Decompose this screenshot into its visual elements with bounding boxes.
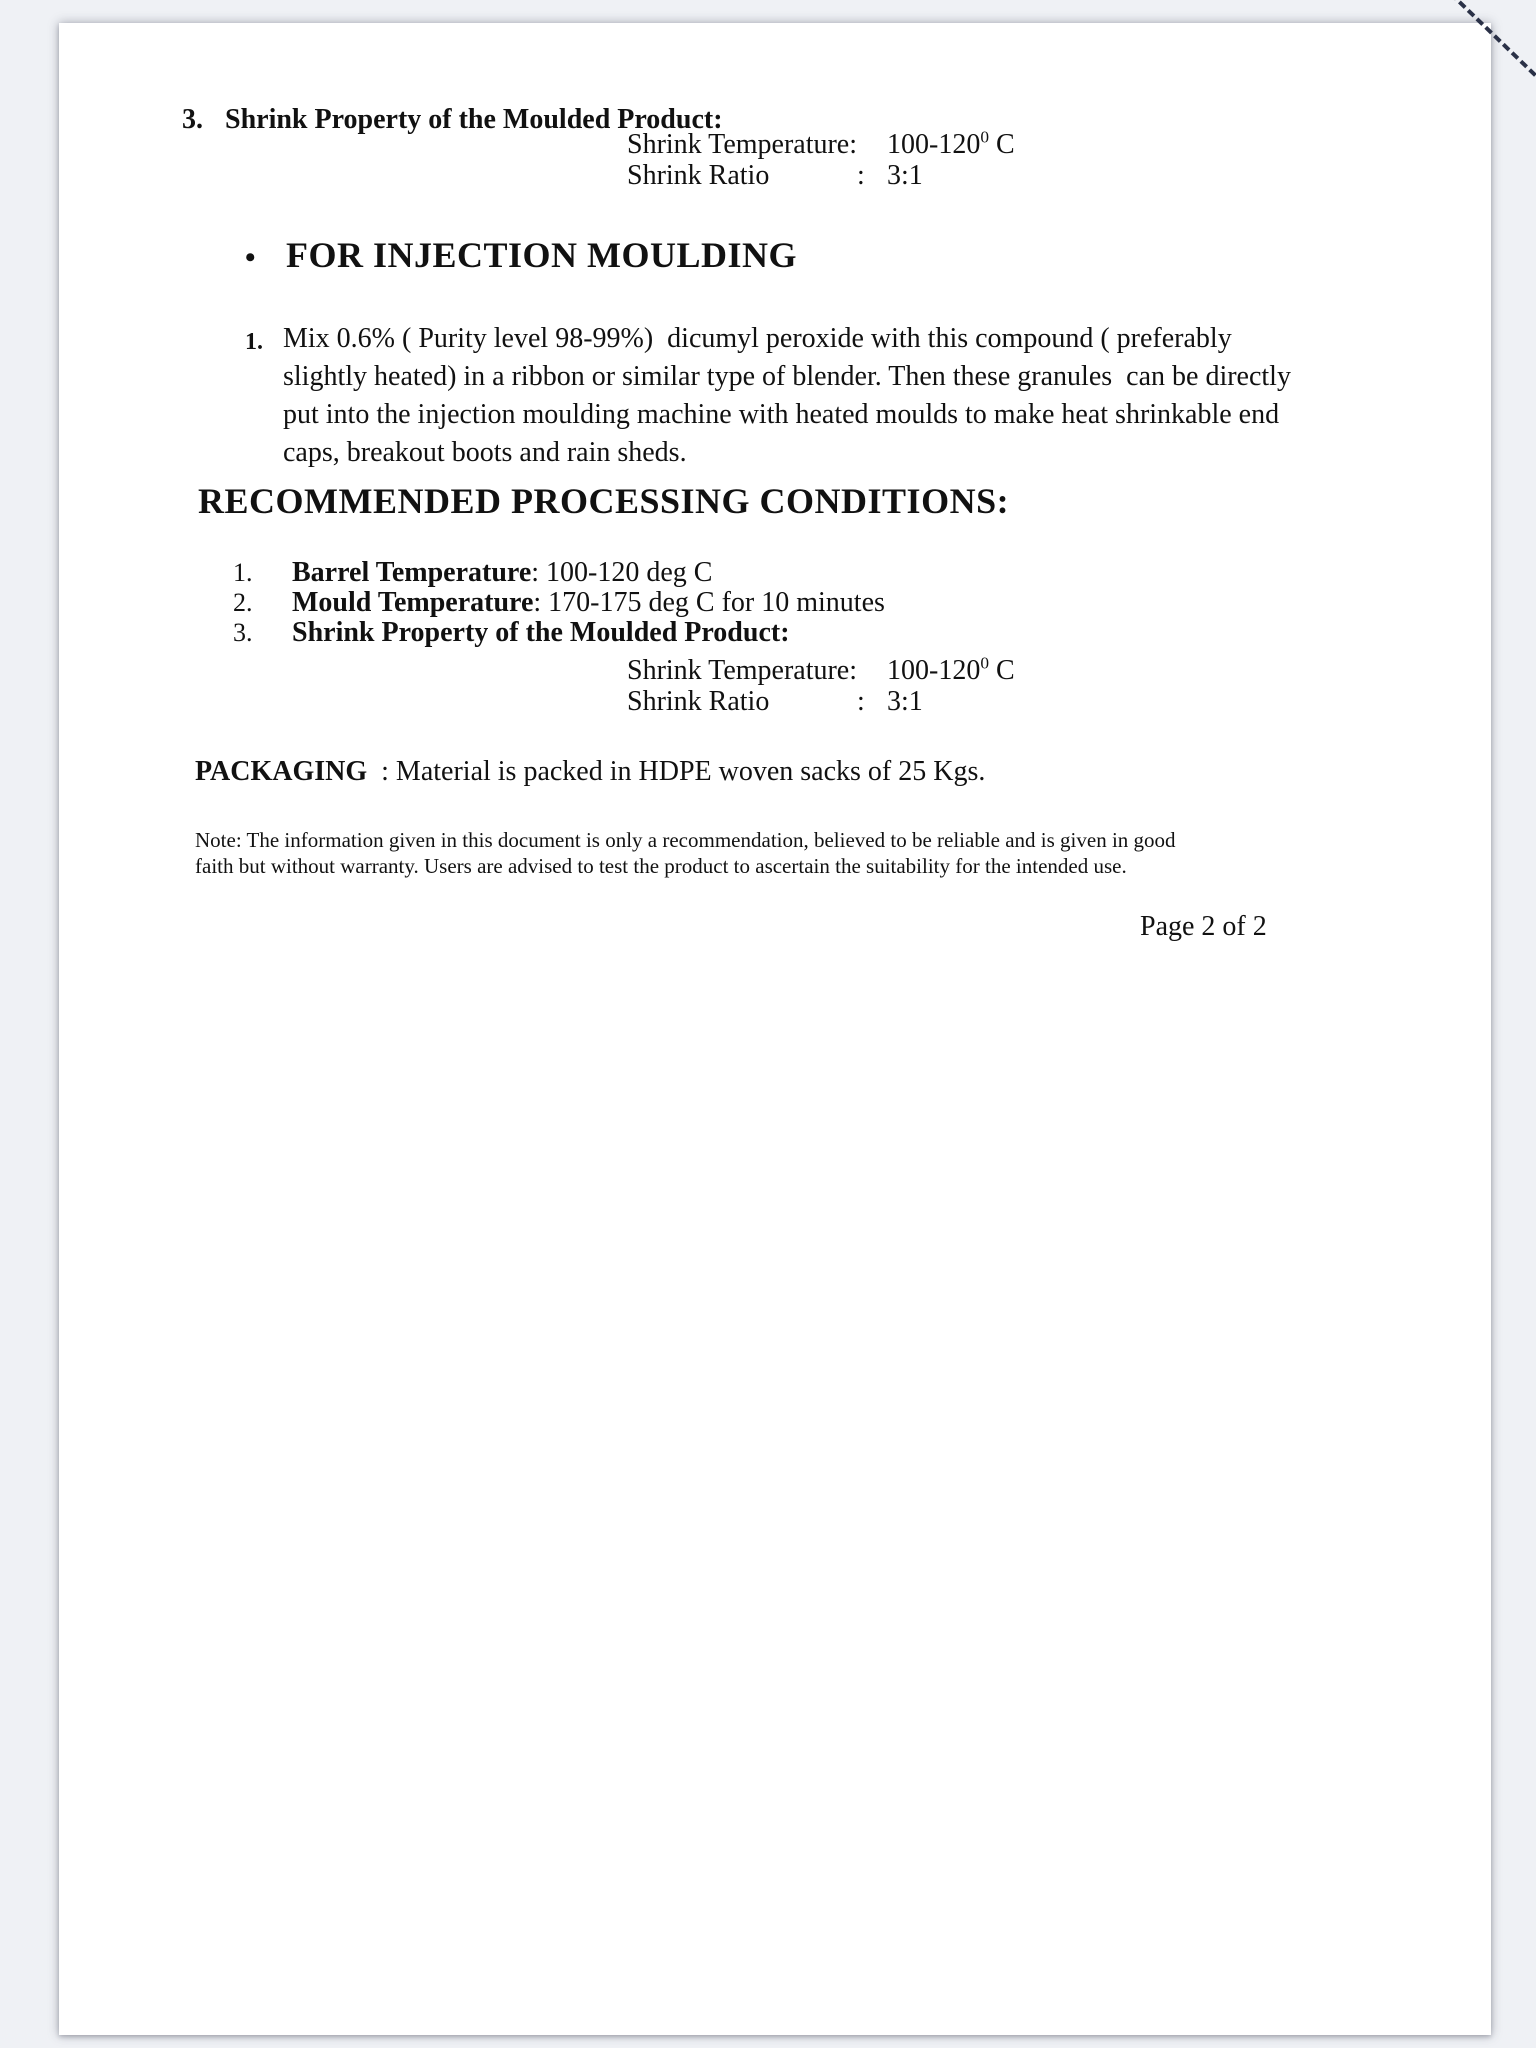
spec-value-unit: C xyxy=(989,655,1015,686)
list-item-label: Barrel Temperature xyxy=(292,557,532,588)
spec-value-superscript: 0 xyxy=(980,653,990,673)
list-item-number: 2. xyxy=(233,588,253,617)
disclaimer-note xyxy=(195,827,1176,879)
conditions-list xyxy=(233,558,885,648)
spec-name: Shrink Ratio xyxy=(627,160,770,191)
packaging-text: : Material is packed in HDPE woven sacks of 25 Kgs. xyxy=(367,756,986,787)
processing-conditions-heading: RECOMMENDED PROCESSING CONDITIONS: xyxy=(198,481,1010,521)
injection-moulding-label: FOR INJECTION MOULDING xyxy=(286,235,798,275)
list-item-number: 3. xyxy=(233,618,253,647)
list-item-value: : 170-175 deg C for 10 minutes xyxy=(533,587,885,618)
injection-moulding-heading xyxy=(245,234,797,279)
list-item xyxy=(233,588,885,618)
spec-value-superscript: 0 xyxy=(980,127,990,147)
spec-value-main: 3:1 xyxy=(887,160,923,191)
list-item xyxy=(233,558,885,588)
page-content xyxy=(59,23,1491,2035)
list-item-label: Shrink Property of the Moulded Product: xyxy=(292,617,790,648)
list-item-value: : 100-120 deg C xyxy=(531,557,713,588)
list-item-text xyxy=(292,618,790,648)
packaging-line xyxy=(195,755,985,789)
item1-text xyxy=(283,320,1393,472)
list-item-number: 1. xyxy=(233,558,253,587)
spec-name: Shrink Temperature: xyxy=(627,655,858,686)
spec-value xyxy=(887,160,923,191)
spec-value-unit: C xyxy=(989,129,1015,160)
item1-number: 1. xyxy=(245,329,263,355)
note-line: faith but without warranty. Users are advised to test the product to ascertain the suitability for the intended use. xyxy=(195,854,1127,878)
spec-row-temperature xyxy=(627,655,1015,686)
spec-row-ratio xyxy=(627,160,1015,191)
spec-row-temperature xyxy=(627,129,1015,160)
item1-line: caps, breakout boots and rain sheds. xyxy=(283,437,687,468)
spec-row-ratio xyxy=(627,686,1015,717)
section3-number: 3. xyxy=(182,104,203,135)
list-item-label: Mould Temperature xyxy=(292,587,534,618)
page-number: Page 2 of 2 xyxy=(1140,911,1267,942)
spec-colon: : xyxy=(857,686,865,717)
note-line: Note: The information given in this document is only a recommendation, believed to be reliable and is given in good xyxy=(195,828,1176,852)
shrink-spec-bottom xyxy=(627,655,1015,717)
spec-value xyxy=(887,655,1015,686)
spec-name: Shrink Temperature: xyxy=(627,129,858,160)
spec-colon xyxy=(857,655,887,686)
spec-value xyxy=(887,129,1015,160)
mix-instruction-item xyxy=(245,320,1393,472)
list-item xyxy=(233,618,885,648)
spec-name: Shrink Ratio xyxy=(627,686,770,717)
item1-line: slightly heated) in a ribbon or similar type of blender. Then these granules can be directly xyxy=(283,361,1291,392)
spec-value-main: 100-120 xyxy=(887,655,981,686)
spec-value xyxy=(887,686,923,717)
bullet-icon: • xyxy=(245,241,257,274)
spec-value-main: 3:1 xyxy=(887,686,923,717)
section3-title: Shrink Property of the Moulded Product: xyxy=(225,104,723,135)
packaging-label: PACKAGING xyxy=(195,756,368,787)
spec-colon xyxy=(857,129,887,160)
document-page xyxy=(59,23,1491,2035)
list-item-text xyxy=(292,588,885,618)
item1-line: Mix 0.6% ( Purity level 98-99%) dicumyl peroxide with this compound ( preferably xyxy=(283,323,1232,354)
list-item-text xyxy=(292,558,712,588)
item1-line: put into the injection moulding machine with heated moulds to make heat shrinkable end xyxy=(283,399,1280,430)
shrink-spec-top xyxy=(627,129,1015,191)
spec-value-main: 100-120 xyxy=(887,129,981,160)
spec-colon: : xyxy=(857,160,865,191)
